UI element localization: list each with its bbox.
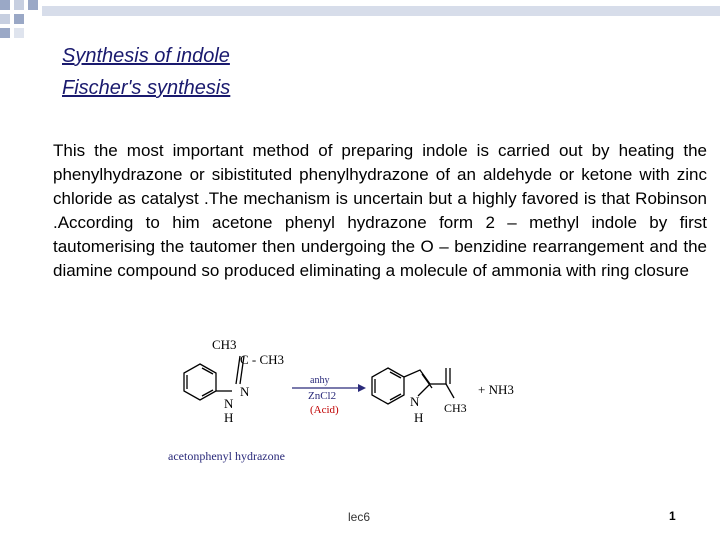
- arrow-label-anhy: anhy: [310, 375, 330, 386]
- byproduct-nh3: + NH3: [478, 382, 514, 397]
- body-paragraph: This the most important method of preparing indole is carried out by heating the phenylhydrazone or sibistituted phenylhydrazone of an aldehyde or ketone with zinc chloride as catalyst .The mechanism is uncertain but a highly favored is that Robinson .According to him acetone phenyl hydrazone form 2 – methyl indole by first tautomerising the tautomer then undergoing the O – benzidine rearrangement and the diamine compound so produced eliminating a molecule of ammonia with ring closure: [53, 141, 707, 280]
- arrow-label-zncl2: ZnCl2: [308, 390, 337, 402]
- slide-title-line1: Synthesis of indole: [62, 45, 230, 67]
- footer-label: lec6: [348, 510, 371, 524]
- reactant-ch3-top: CH3: [212, 337, 237, 352]
- arrow-label-acid: (Acid): [310, 404, 339, 416]
- product-n: N: [410, 394, 420, 409]
- corner-decoration: [0, 0, 720, 40]
- reactant-h: H: [224, 410, 234, 425]
- product-h: H: [414, 410, 424, 425]
- reactant-benzene-ring: [184, 364, 216, 400]
- scheme-caption: acetonphenyl hydrazone: [168, 449, 285, 463]
- page-number: 1: [669, 509, 676, 523]
- reactant-n1: N: [240, 384, 250, 399]
- slide-title-line2: Fischer's synthesis: [62, 77, 231, 99]
- reactant-n2: N: [224, 396, 234, 411]
- reactant-c-ch3: C - CH3: [240, 352, 285, 367]
- product-ch3: CH3: [444, 401, 467, 415]
- reaction-scheme: [160, 336, 540, 466]
